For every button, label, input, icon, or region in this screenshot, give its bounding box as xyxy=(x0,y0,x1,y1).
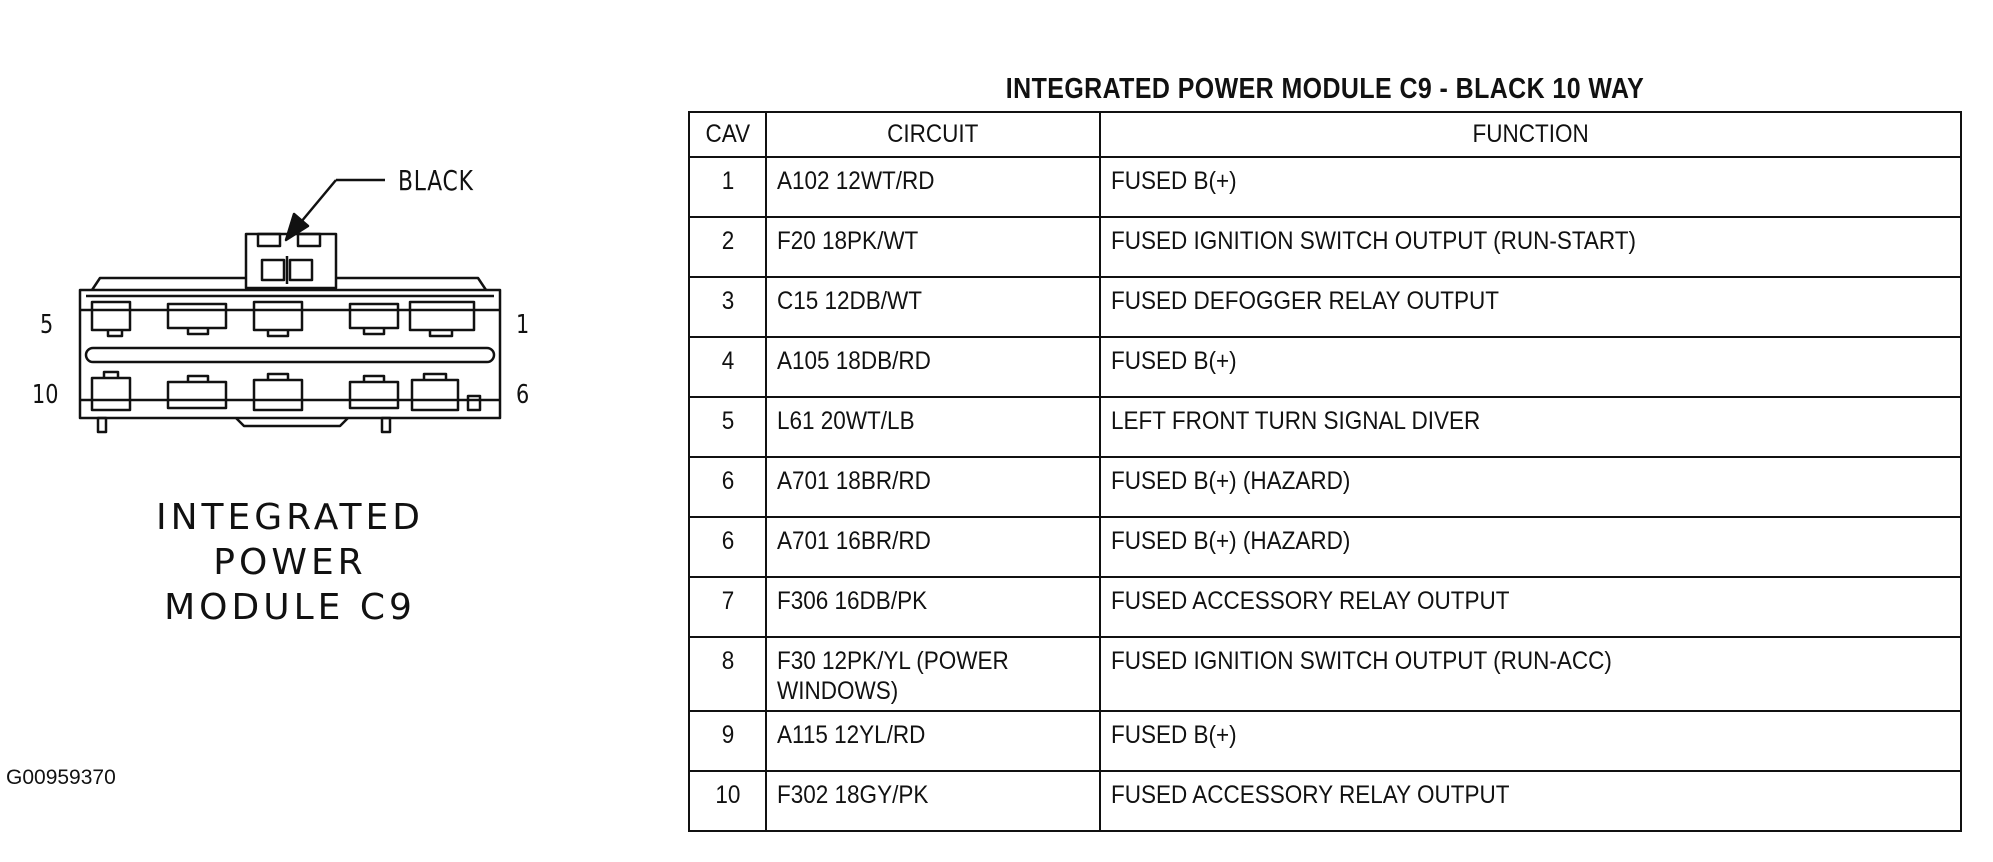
pin-label-bottom-left: 10 xyxy=(32,380,59,410)
table-row xyxy=(689,457,1961,517)
circuit-cell-text: A115 12YL/RD xyxy=(777,721,926,749)
table-row xyxy=(689,397,1961,457)
cav-cell-text: 9 xyxy=(721,721,734,749)
cav-cell-text: 1 xyxy=(721,167,734,195)
cavity-6 xyxy=(412,380,458,410)
circuit-cell-text: F20 18PK/WT xyxy=(777,227,919,255)
function-cell xyxy=(1100,157,1961,217)
function-cell xyxy=(1100,637,1961,711)
function-cell xyxy=(1100,337,1961,397)
function-cell-text: FUSED IGNITION SWITCH OUTPUT (RUN-START) xyxy=(1111,227,1636,255)
caption-line: INTEGRATED xyxy=(155,497,425,538)
function-cell-text: FUSED B(+) xyxy=(1111,347,1237,375)
circuit-cell-text: A105 18DB/RD xyxy=(777,347,931,375)
circuit-cell-text: F302 18GY/PK xyxy=(777,781,929,809)
cav-cell xyxy=(689,711,766,771)
pin-label-bottom-right: 6 xyxy=(516,380,530,410)
header-circuit: CIRCUIT xyxy=(766,112,1100,157)
function-cell-text: FUSED ACCESSORY RELAY OUTPUT xyxy=(1111,781,1510,809)
function-cell-text: LEFT FRONT TURN SIGNAL DIVER xyxy=(1111,407,1481,435)
table-header-row xyxy=(689,112,1961,157)
cav-cell-text: 7 xyxy=(721,587,734,615)
cav-cell xyxy=(689,637,766,711)
latch-tab-right xyxy=(298,234,320,246)
center-rib xyxy=(86,348,494,362)
cav-cell xyxy=(689,337,766,397)
function-cell-text: FUSED B(+) xyxy=(1111,721,1237,749)
table-row xyxy=(689,217,1961,277)
foot-right xyxy=(382,418,390,432)
cav-cell xyxy=(689,457,766,517)
cavity-2 xyxy=(350,304,398,328)
cav-cell-text: 3 xyxy=(721,287,734,315)
function-cell-text: FUSED B(+) (HAZARD) xyxy=(1111,467,1351,495)
connector-color-label: BLACK xyxy=(398,164,474,197)
cavity-9 xyxy=(168,382,226,408)
cav-cell-text: 2 xyxy=(721,227,734,255)
function-cell xyxy=(1100,577,1961,637)
cav-cell-text: 4 xyxy=(721,347,734,375)
polarization-key xyxy=(468,396,480,410)
circuit-cell xyxy=(766,711,1100,771)
connector-caption xyxy=(120,495,460,630)
caption-line: POWER xyxy=(213,542,367,583)
table-row xyxy=(689,637,1961,711)
cav-cell xyxy=(689,217,766,277)
function-cell xyxy=(1100,457,1961,517)
caption-line: MODULE C9 xyxy=(164,587,416,628)
table-row xyxy=(689,337,1961,397)
header-cav: CAV xyxy=(689,112,766,157)
circuit-cell xyxy=(766,457,1100,517)
function-cell-text: FUSED ACCESSORY RELAY OUTPUT xyxy=(1111,587,1510,615)
cavity-10 xyxy=(92,378,130,410)
cav-cell xyxy=(689,577,766,637)
circuit-cell xyxy=(766,577,1100,637)
cav-cell-text: 5 xyxy=(721,407,734,435)
circuit-cell xyxy=(766,337,1100,397)
table-row xyxy=(689,277,1961,337)
circuit-cell-text: C15 12DB/WT xyxy=(777,287,923,315)
function-cell xyxy=(1100,771,1961,831)
connector-figure xyxy=(0,0,560,700)
foot-left xyxy=(98,418,106,432)
function-cell xyxy=(1100,397,1961,457)
circuit-cell-text: A701 18BR/RD xyxy=(777,467,931,495)
circuit-cell xyxy=(766,517,1100,577)
cav-cell-text: 10 xyxy=(714,781,741,809)
circuit-cell xyxy=(766,771,1100,831)
function-cell xyxy=(1100,217,1961,277)
cavity-7 xyxy=(350,382,398,408)
circuit-cell xyxy=(766,157,1100,217)
cavity-3 xyxy=(254,302,302,330)
function-cell-text: FUSED DEFOGGER RELAY OUTPUT xyxy=(1111,287,1499,315)
table-row xyxy=(689,711,1961,771)
pinout-table xyxy=(688,111,1962,832)
circuit-cell-text: F30 12PK/YL (POWER WINDOWS) xyxy=(777,647,1009,705)
cav-cell xyxy=(689,771,766,831)
table-title: INTEGRATED POWER MODULE C9 - BLACK 10 WAY xyxy=(1005,73,1645,105)
header-function: FUNCTION xyxy=(1100,112,1961,157)
circuit-cell xyxy=(766,637,1100,711)
table-row xyxy=(689,771,1961,831)
latch-tab-left xyxy=(258,234,280,246)
cav-cell xyxy=(689,397,766,457)
latch-window-left xyxy=(262,260,284,280)
circuit-cell-text: A102 12WT/RD xyxy=(777,167,935,195)
function-cell-text: FUSED B(+) (HAZARD) xyxy=(1111,527,1351,555)
figure-id: G00959370 xyxy=(6,766,116,789)
circuit-cell xyxy=(766,397,1100,457)
cav-cell-text: 6 xyxy=(721,467,734,495)
circuit-cell xyxy=(766,277,1100,337)
table-row xyxy=(689,157,1961,217)
cav-cell xyxy=(689,277,766,337)
circuit-cell xyxy=(766,217,1100,277)
cav-cell xyxy=(689,517,766,577)
cavity-5 xyxy=(92,302,130,330)
circuit-cell-text: A701 16BR/RD xyxy=(777,527,931,555)
function-cell xyxy=(1100,277,1961,337)
latch-window-right xyxy=(290,260,312,280)
cav-cell xyxy=(689,157,766,217)
pin-label-top-right: 1 xyxy=(516,310,530,340)
cavity-4 xyxy=(168,304,226,328)
circuit-cell-text: L61 20WT/LB xyxy=(777,407,915,435)
cavity-8 xyxy=(254,380,302,410)
function-cell-text: FUSED B(+) xyxy=(1111,167,1237,195)
function-cell-text: FUSED IGNITION SWITCH OUTPUT (RUN-ACC) xyxy=(1111,647,1612,675)
cav-cell-text: 6 xyxy=(721,527,734,555)
table-row xyxy=(689,577,1961,637)
function-cell xyxy=(1100,517,1961,577)
cav-cell-text: 8 xyxy=(721,647,734,675)
pin-label-top-left: 5 xyxy=(40,310,54,340)
table-row xyxy=(689,517,1961,577)
cavity-1 xyxy=(410,302,474,330)
circuit-cell-text: F306 16DB/PK xyxy=(777,587,928,615)
table-body xyxy=(689,157,1961,831)
function-cell xyxy=(1100,711,1961,771)
